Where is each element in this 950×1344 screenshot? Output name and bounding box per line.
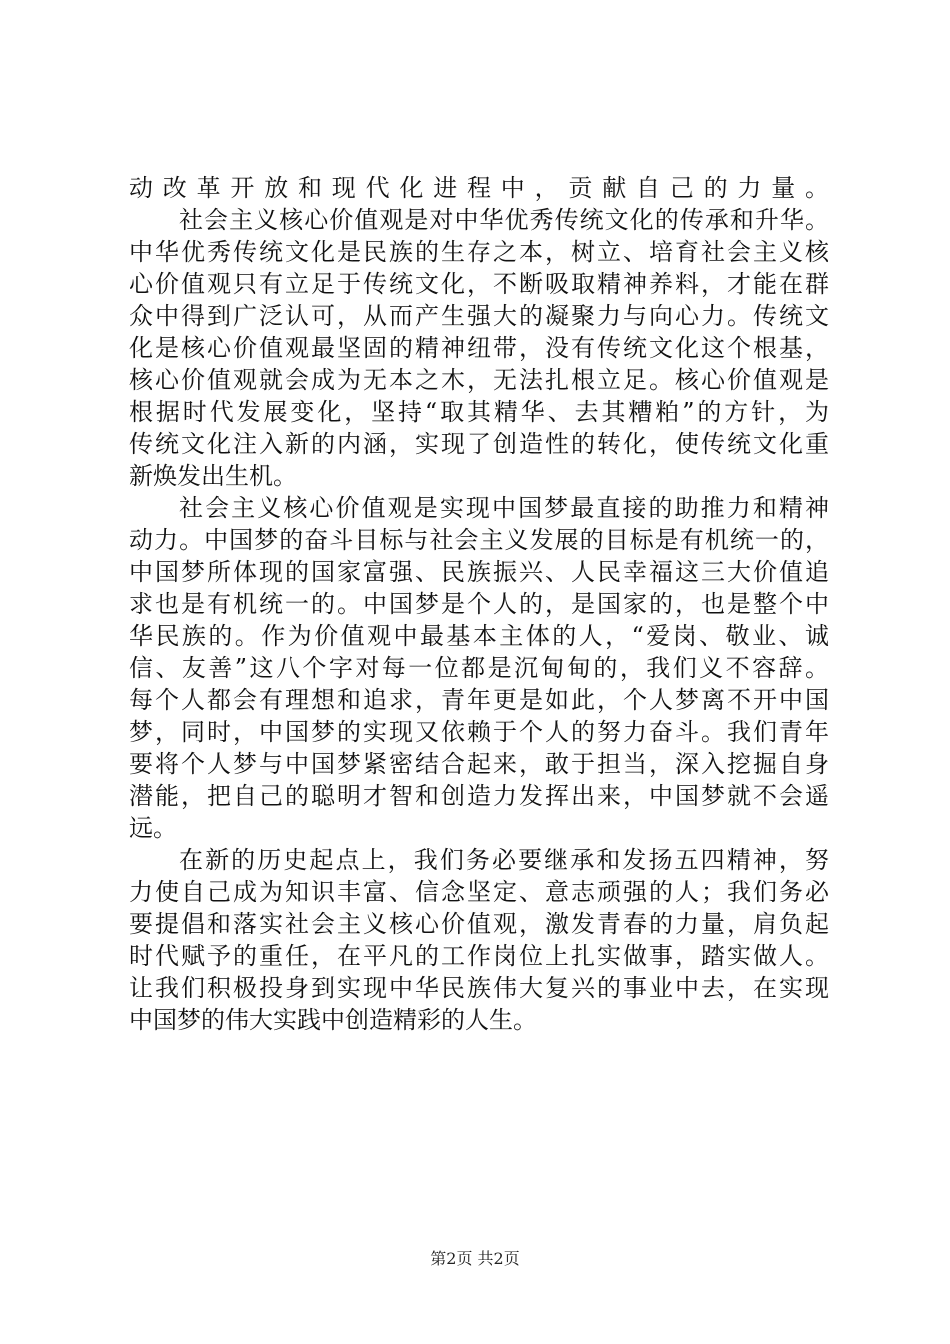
- paragraph-start-line: 社会主义核心价值观是实现中国梦最直接的助推力和精神: [179, 494, 829, 522]
- text-line: 众中得到广泛认可，从而产生强大的凝聚力与向心力。传统文: [129, 302, 829, 330]
- text-line: 化是核心价值观最坚固的精神纽带，没有传统文化这个根基，: [129, 334, 829, 362]
- page-number-footer: 第2页 共2页: [430, 1249, 520, 1268]
- text-line: 动改革开放和现代化进程中，贡献自己的力量。: [129, 174, 829, 202]
- text-line: 中华优秀传统文化是民族的生存之本，树立、培育社会主义核: [129, 238, 829, 266]
- text-line: 潜能，把自己的聪明才智和创造力发挥出来，中国梦就不会遥: [129, 782, 829, 810]
- text-line: 信、友善”这八个字对每一位都是沉甸甸的，我们义不容辞。: [129, 654, 829, 682]
- text-line: 要提倡和落实社会主义核心价值观，激发青春的力量，肩负起: [129, 910, 829, 938]
- text-line: 力使自己成为知识丰富、信念坚定、意志顽强的人；我们务必: [129, 878, 829, 906]
- text-line: 传统文化注入新的内涵，实现了创造性的转化，使传统文化重: [129, 430, 829, 458]
- paragraph-end-line: 中国梦的伟大实践中创造精彩的人生。: [129, 1006, 537, 1034]
- paragraph-end-line: 远。: [129, 814, 177, 842]
- text-line: 要将个人梦与中国梦紧密结合起来，敢于担当，深入挖掘自身: [129, 750, 829, 778]
- text-line: 华民族的。作为价值观中最基本主体的人，“爱岗、敬业、诚: [129, 622, 829, 650]
- text-line: 求也是有机统一的。中国梦是个人的，是国家的，也是整个中: [129, 590, 829, 618]
- paragraph-start-line: 在新的历史起点上，我们务必要继承和发扬五四精神，努: [179, 846, 829, 874]
- body-text: [129, 172, 829, 1036]
- text-line: 梦，同时，中国梦的实现又依赖于个人的努力奋斗。我们青年: [129, 718, 829, 746]
- text-line: 动力。中国梦的奋斗目标与社会主义发展的目标是有机统一的，: [129, 526, 829, 554]
- text-line: 心价值观只有立足于传统文化，不断吸取精神养料，才能在群: [129, 270, 829, 298]
- text-line: 核心价值观就会成为无本之木，无法扎根立足。核心价值观是: [129, 366, 829, 394]
- paragraph-start-line: 社会主义核心价值观是对中华优秀传统文化的传承和升华。: [179, 206, 829, 234]
- text-line: 每个人都会有理想和追求，青年更是如此，个人梦离不开中国: [129, 686, 829, 714]
- text-line: 时代赋予的重任，在平凡的工作岗位上扎实做事，踏实做人。: [129, 942, 829, 970]
- text-line: 中国梦所体现的国家富强、民族振兴、人民幸福这三大价值追: [129, 558, 829, 586]
- paragraph-end-line: 新焕发出生机。: [129, 462, 297, 490]
- text-line: 根据时代发展变化，坚持“取其精华、去其糟粕”的方针，为: [129, 398, 829, 426]
- text-line: 让我们积极投身到实现中华民族伟大复兴的事业中去，在实现: [129, 974, 829, 1002]
